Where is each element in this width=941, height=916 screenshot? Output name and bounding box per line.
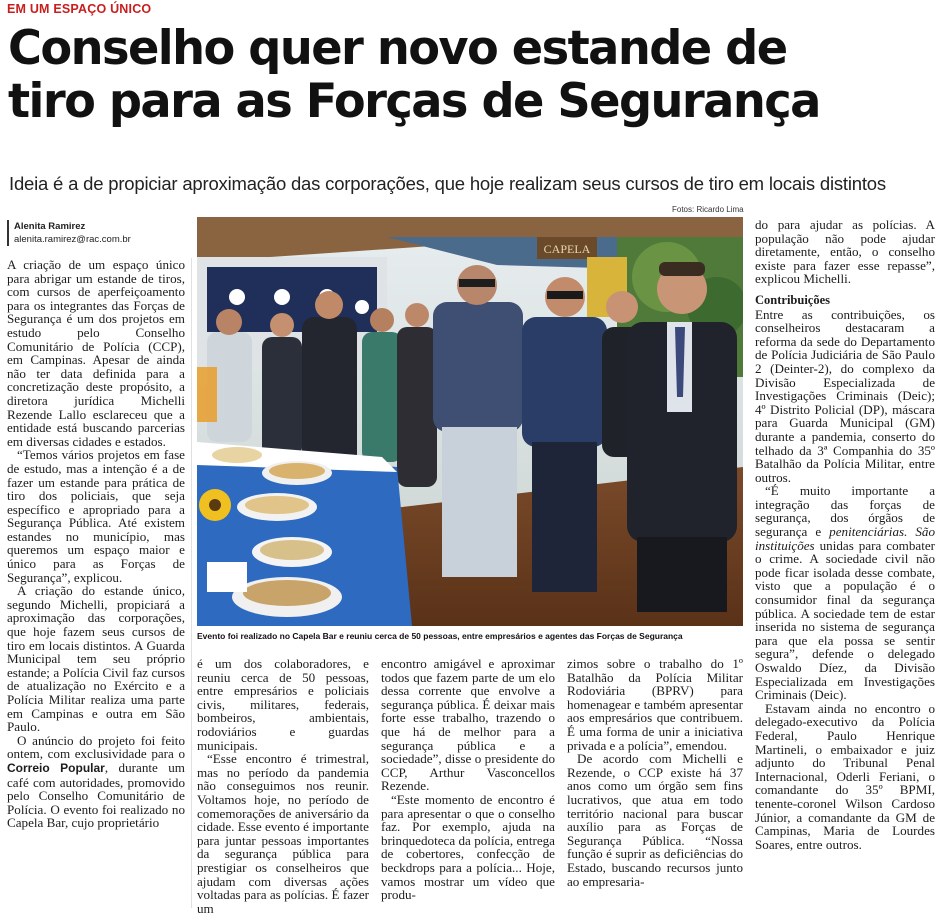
author-name: Alenita Ramirez xyxy=(14,221,86,232)
paragraph: “Esse encontro é trimestral, mas no período da pandemia não conseguimos nos reunir. Voltamos hoje, no período de comemorações de aniversário da cidade. Esse evento é importante para juntar pessoas importantes da segurança pública para prestigiar os conselheiros que ajudam com diversas ações voltadas para as polícias. É fazer um xyxy=(197,751,369,916)
headline xyxy=(8,22,924,128)
paragraph xyxy=(7,734,185,830)
column-divider xyxy=(191,258,192,908)
italic-run: penitenciárias. São instituições xyxy=(755,524,936,553)
author-email: alenita.ramirez@rac.com.br xyxy=(14,234,131,245)
capela-sign-text: CAPELA xyxy=(543,242,591,256)
paragraph: A criação do estande único, segundo Michelli, propiciará a aproximação das corporações, que hoje fazem seus cursos de tiro em locais distintos. A Guarda Municipal tem seu próprio estande; a Polícia Civil faz cursos de atualização no Exército e a Polícia Militar realiza uma parte em Campinas e outra em São Paulo. xyxy=(7,583,185,735)
paragraph: encontro amigável e aproximar todos que fazem parte de um elo dessa corrente que envolve a segurança pública. É deixar mais forte esse trabalho, trazendo o que há de melhor para a segurança pública e a sociedade”, disse o presidente do CCP, Arthur Vasconcellos Rezende. xyxy=(381,656,555,794)
paragraph: De acordo com Michelli e Rezende, o CCP existe há 37 anos como um órgão sem fins lucrativos, que atua em todo território nacional para buscar auxílio para as Forças de Segurança Pública. “Nossa função é suprir as deficiências do Estado, buscando recursos junto ao empresaria- xyxy=(567,751,743,889)
section-subheading: Contribuições xyxy=(755,292,830,307)
text-run: , durante um café com autoridades, promovido pelo Conselho Comunitário de Polícia. O evento foi realizado no Capela Bar, cujo proprietário xyxy=(7,759,185,831)
paragraph: Estavam ainda no encontro o delegado-executivo da Polícia Federal, Paulo Henrique Martineli, o embaixador e juiz adjunto do Tribunal Penal Internacional, Oderli Feriani, o comandante do 35º BPMI, tenente-coronel Wilson Cardoso Júnior, a comandante da GM de Campinas, Maria de Lourdes Soares, entre outros. xyxy=(755,700,935,852)
headline-line-1: Conselho quer novo estande de xyxy=(8,21,787,76)
text-run: unidas para combater o crime. A sociedade civil não pode ficar isolada desse combate, visto que a população é o consumidor final da segurança pública. A sociedade tem de estar inserida no sistema de segurança para que ela possa se sentir segura”, defende o delegado Oswaldo Díez, da Divisão Especializada em Investigações Criminais (Deic). xyxy=(755,537,935,703)
photo-credit: Fotos: Ricardo Lima xyxy=(672,205,744,214)
event-photo xyxy=(197,217,743,626)
headline-line-2: tiro para as Forças de Segurança xyxy=(8,74,820,129)
paragraph: é um dos colaboradores, e reuniu cerca de 50 pessoas, entre empresários e policiais civis, militares, federais, bombeiros, ambientais, rodoviários e guardas municipais. xyxy=(197,656,369,753)
paragraph: “Este momento de encontro é para apresentar o que o conselho faz. Por exemplo, ajuda na brinquedoteca da polícia, entrega de cobertores, confecção de beckdrops para a polícia... Hoje, vamos mostrar um vídeo que produ- xyxy=(381,791,555,903)
article-column-3 xyxy=(381,657,555,902)
text-run: “É muito importante a integração das forças de segurança, dos órgãos de segurança e xyxy=(755,483,935,540)
byline xyxy=(7,220,131,246)
paragraph: A criação de um espaço único para abrigar um estande de tiros, com cursos de aperfeiçoamento para os integrantes das Forças de Segurança é um dos projetos em estudo pelo Conselho Comunitário de Polícia (CCP), em Campinas. Apesar de ainda não ter data definida para a concretização deste propósito, a diretora jurídica Michelli Rezende Lallo esclareceu que a entidade está buscando parcerias em diversas cidades e estados. xyxy=(7,257,185,449)
text-run: O anúncio do projeto foi feito ontem, com exclusividade para o xyxy=(7,732,185,762)
paragraph: Entre as contribuições, os conselheiros destacaram a reforma da sede do Departamento de Polícia Judiciária de São Paulo 2 (Deinter-2), do complexo da Divisão Especializada de Investigações Criminais (Deic); 4º Distrito Policial (DP), máscara para Guarda Municipal (GM) durante a pandemia, conserto do telhado da 3ª Companhia do 35º Batalhão da Polícia Militar, entre outros. xyxy=(755,306,935,485)
paragraph: do para ajudar as polícias. A população não pode ajudar diretamente, então, o conselho existe para fazer esse repasse”, explicou Michelli. xyxy=(755,217,935,287)
photo-caption: Evento foi realizado no Capela Bar e reuniu cerca de 50 pessoas, entre empresários e agentes das Forças de Segurança xyxy=(197,631,683,641)
article-column-1 xyxy=(7,258,185,830)
paragraph: zimos sobre o trabalho do 1º Batalhão da Polícia Militar Rodoviária (BPRV) para homenagear e também apresentar aos empresários que contribuem. É uma forma de unir a iniciativa privada e a polícia”, emendou. xyxy=(567,656,743,753)
paragraph: “Temos vários projetos em fase de estudo, mas a intenção é a de fazer um estande para prática de tiro dos policiais, que seja específico e apropriado para a Segurança Pública. Até existem estandes no município, mas queremos um espaço maior e único para as Forças de Segurança”, explicou. xyxy=(7,447,185,585)
subheadline: Ideia é a de propiciar aproximação das corporações, que hoje realizam seus cursos de tiro em locais distintos xyxy=(9,173,886,194)
newspaper-name: Correio Popular xyxy=(7,760,105,775)
article-column-4 xyxy=(567,657,743,888)
article-column-2 xyxy=(197,657,369,915)
article-column-5 xyxy=(755,218,935,851)
section-kicker: EM UM ESPAÇO ÚNICO xyxy=(7,2,152,16)
paragraph xyxy=(755,484,935,702)
